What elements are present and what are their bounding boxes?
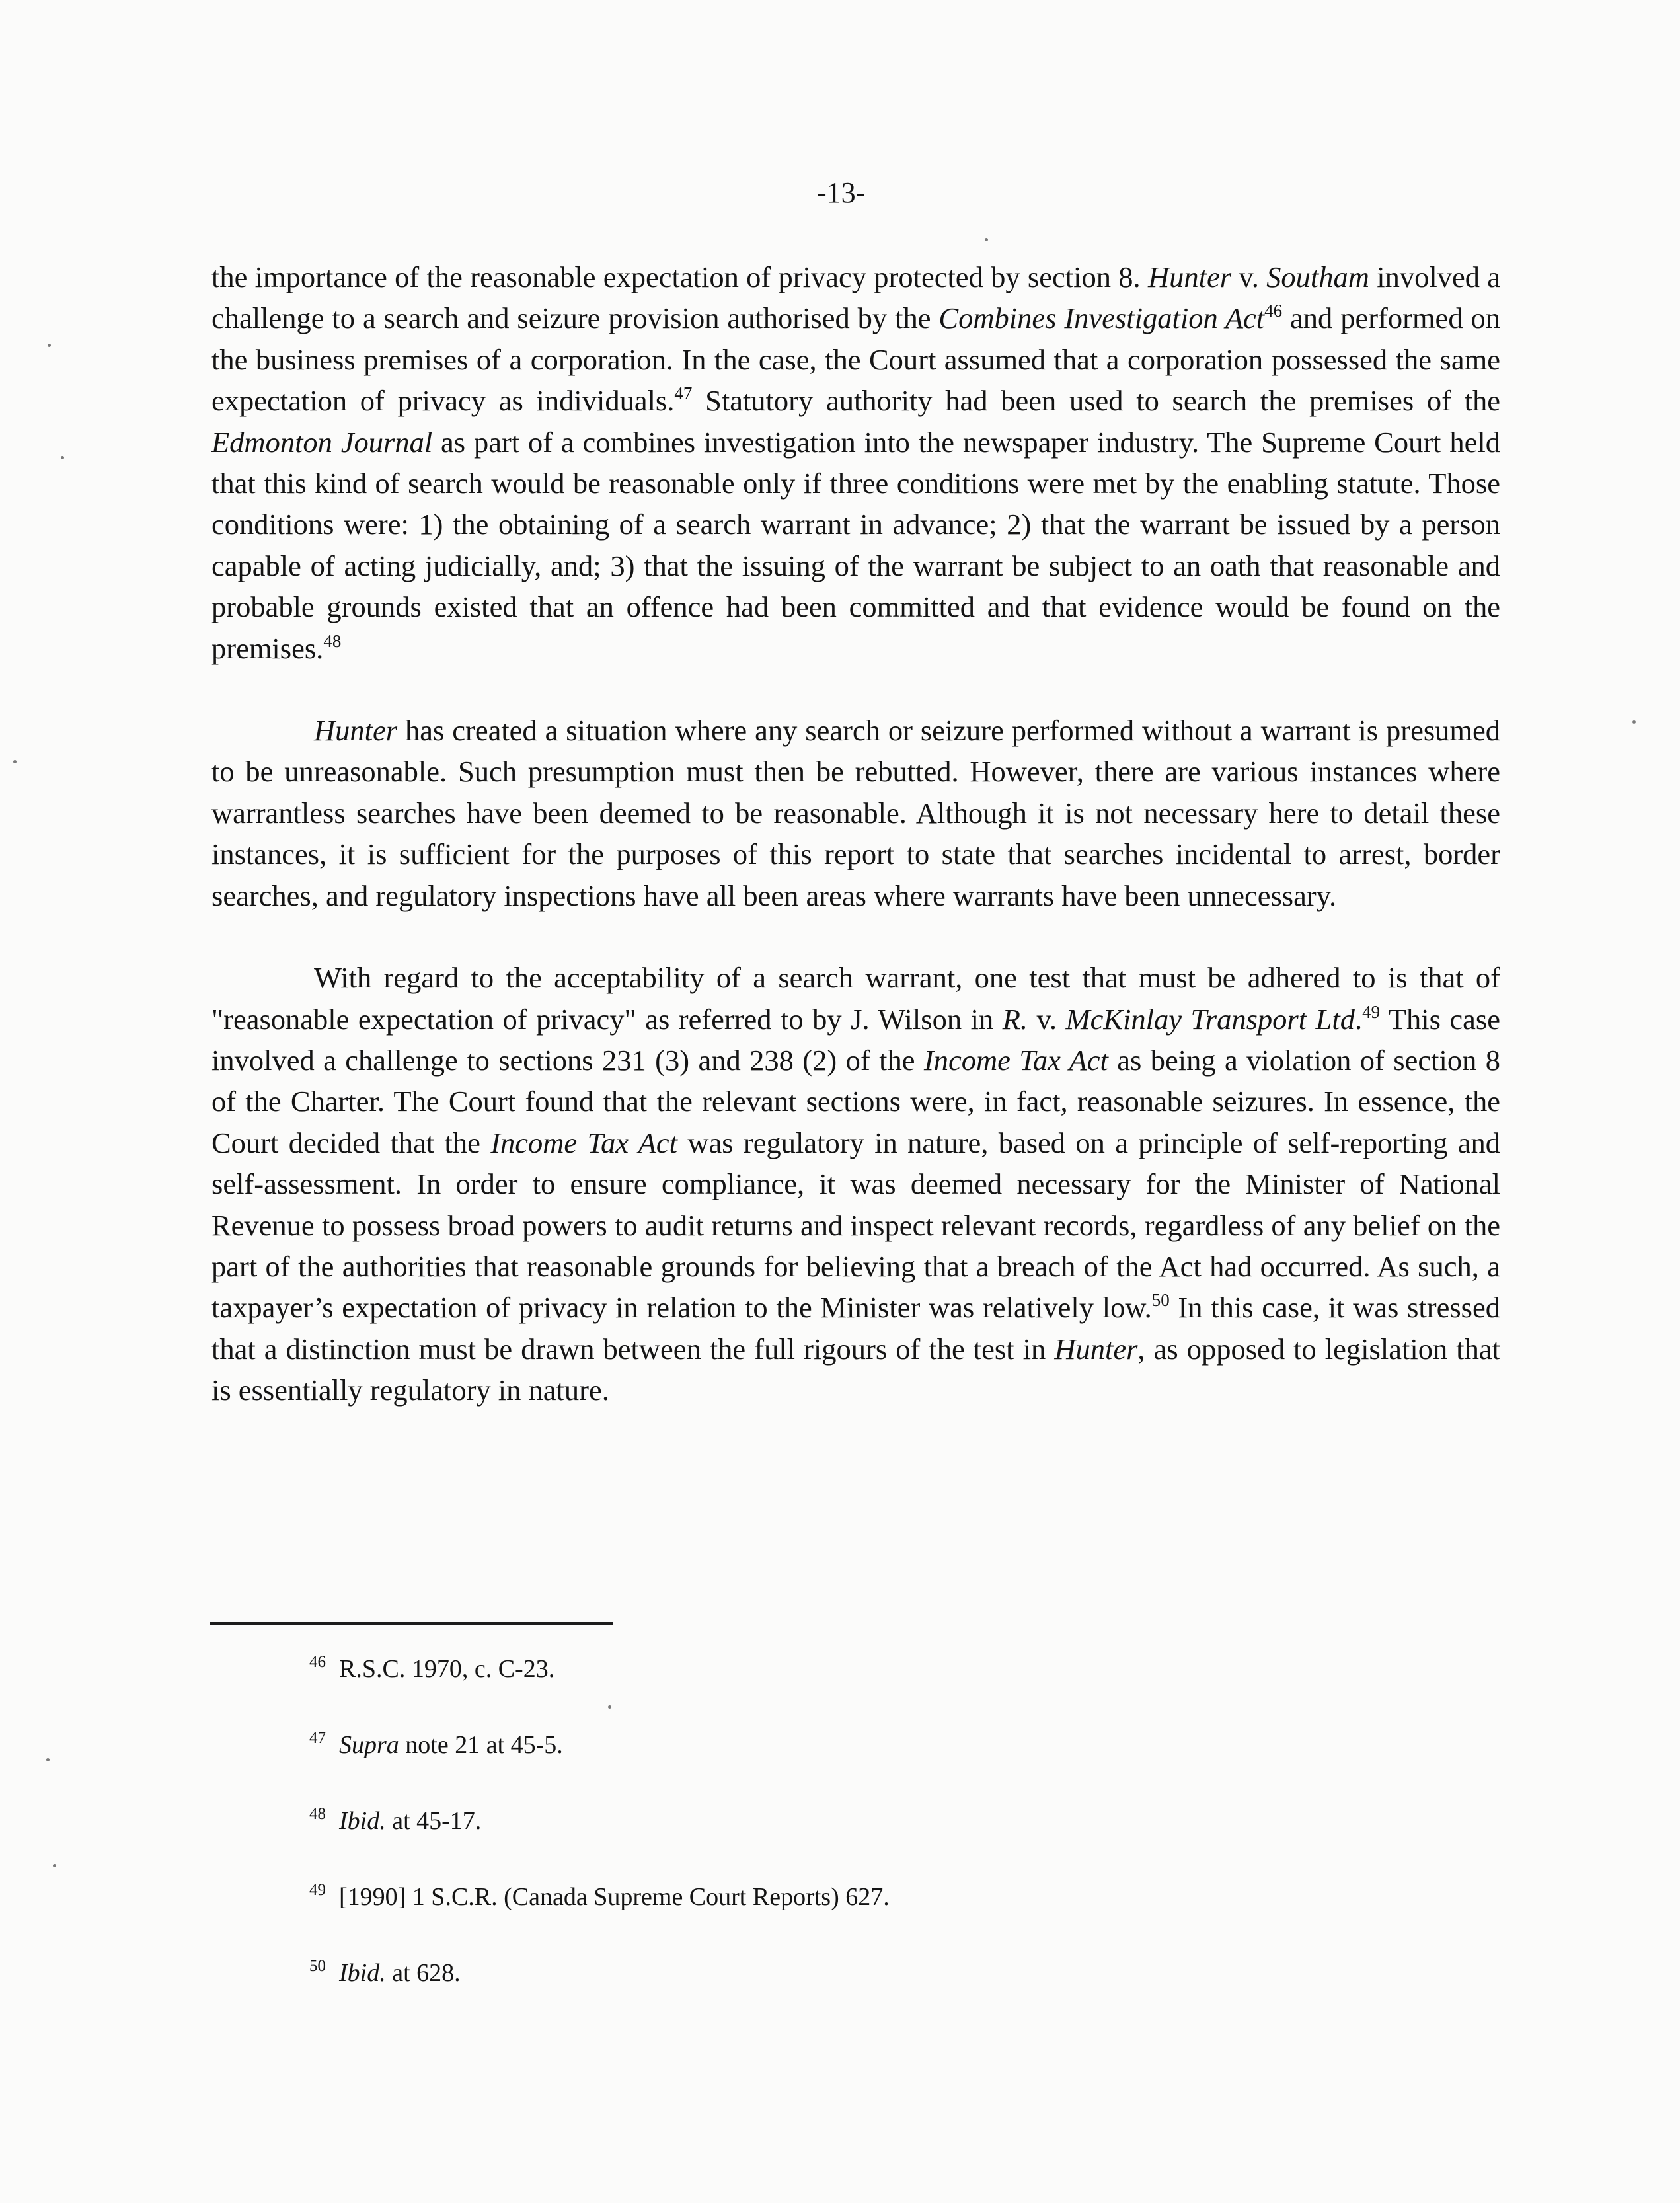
footnote-number: 47 (309, 1729, 326, 1747)
text-run: as being a violation of section 8 of the Charter. The Court found that the relevant sections were, in fact, reasonable seizures. In essence, the Court decided that the (211, 1043, 1500, 1159)
scan-speck (1632, 720, 1636, 724)
scan-speck (53, 1864, 56, 1867)
footnote-number: 50 (309, 1957, 326, 1975)
italic-text: Ibid. (339, 1959, 386, 1987)
text-run: has created a situation where any search or seizure performed without a warrant is presumed to be unreasonable. Such presumption must then be rebutted. However, there are various instances where warrantless searches have been deemed to be reasonable. Although it is not necessary here to detail these instances, it is sufficient for the purposes of this report to state that searches incidental to arrest, border searches, and regulatory inspections have all been areas where warrants have been unnecessary. (211, 714, 1500, 912)
text-run: Statutory authority had been used to search the premises of the (692, 384, 1500, 418)
text-run: the importance of the reasonable expectation of privacy protected by section 8. (211, 260, 1148, 293)
text-run: R.S.C. 1970, c. C-23. (339, 1655, 555, 1683)
italic-text: Edmonton Journal (211, 425, 433, 459)
page-number: -13- (817, 176, 866, 209)
italic-text: McKinlay Transport Ltd (1065, 1002, 1355, 1036)
scan-speck (985, 238, 988, 241)
footnote-46 (309, 1652, 890, 1685)
text-run: and performed on the business premises of a corporation. In the case, the Court assumed that a corporation possessed the same expectation of privacy as individuals. (211, 301, 1500, 418)
text-run: v. (1231, 260, 1267, 293)
italic-text: Southam (1266, 260, 1369, 293)
text-run: v. (1028, 1002, 1066, 1036)
italic-text: Hunter (1054, 1332, 1138, 1366)
footnote-number: 46 (309, 1653, 326, 1671)
text-run: [1990] 1 S.C.R. (Canada Supreme Court Reports) 627. (339, 1883, 890, 1911)
italic-text: Hunter (1147, 260, 1232, 293)
italic-text: R. (1002, 1002, 1028, 1036)
footnotes (309, 1652, 890, 2032)
footnote-49 (309, 1880, 890, 1913)
scan-speck (48, 344, 51, 347)
text-run: . (1354, 1002, 1363, 1036)
footnote-48 (309, 1804, 890, 1837)
scan-speck (13, 760, 17, 763)
italic-text: Supra (339, 1731, 399, 1759)
footnote-number: 49 (309, 1881, 326, 1899)
body-text (211, 256, 1500, 1411)
paragraph-3 (211, 957, 1500, 1411)
footnote-ref: 49 (1362, 1001, 1381, 1022)
paragraph-2 (211, 710, 1500, 916)
footnote-ref: 47 (674, 383, 693, 404)
footnote-47 (309, 1728, 890, 1761)
text-run: was regulatory in nature, based on a principle of self-reporting and self-assessment. In order to ensure compliance, it was deemed necessary for the Minister of National Revenue to possess broad powers to audit returns and inspect relevant records, regardless of any belief on the part of the authorities that reasonable grounds for believing that a breach of the Act had occurred. As such, a taxpayer’s expectation of privacy in relation to the Minister was relatively low. (211, 1126, 1501, 1325)
text-run: In this case, it was stressed that a distinction must be drawn between the full rigours of the test in (211, 1291, 1500, 1366)
scan-speck (608, 1705, 611, 1709)
italic-text: Hunter (314, 714, 398, 748)
text-run: , as opposed to legislation that is essentially regulatory in nature. (211, 1332, 1500, 1407)
text-run: involved a challenge to a search and seizure provision authorised by the (211, 260, 1500, 335)
footnote-50 (309, 1956, 890, 1990)
text-run: at 628. (385, 1959, 461, 1987)
text-run: This case involved a challenge to sections 231 (3) and 238 (2) of the (211, 1002, 1500, 1077)
italic-text: Income Tax Act (923, 1043, 1108, 1077)
scan-speck (61, 456, 64, 459)
footnote-ref: 46 (1264, 301, 1283, 321)
scan-speck (46, 1758, 50, 1761)
italic-text: Combines Investigation Act (938, 301, 1265, 335)
text-run: With regard to the acceptability of a search warrant, one test that must be adhered to is that of "reasonable expectation of privacy" as referred to by J. Wilson in (211, 961, 1500, 1036)
text-run: at 45-17. (385, 1807, 482, 1835)
footnote-ref: 48 (323, 631, 342, 651)
paragraph-1 (211, 256, 1500, 669)
italic-text: Income Tax Act (490, 1126, 678, 1159)
footnote-number: 48 (309, 1805, 326, 1823)
text-run: as part of a combines investigation into the newspaper industry. The Supreme Court held that this kind of search would be reasonable only if three conditions were met by the enabling statute. Those conditions were: 1) the obtaining of a search warrant in advance; 2) that the warrant be issued by a person capable of acting judicially, and; 3) that the issuing of the warrant be subject to an oath that reasonable and probable grounds existed that an offence had been committed and that evidence would be found on the premises. (211, 425, 1500, 665)
footnote-ref: 50 (1151, 1290, 1170, 1311)
text-run: note 21 at 45-5. (399, 1731, 563, 1759)
footnote-separator (210, 1622, 613, 1625)
italic-text: Ibid. (339, 1807, 386, 1835)
